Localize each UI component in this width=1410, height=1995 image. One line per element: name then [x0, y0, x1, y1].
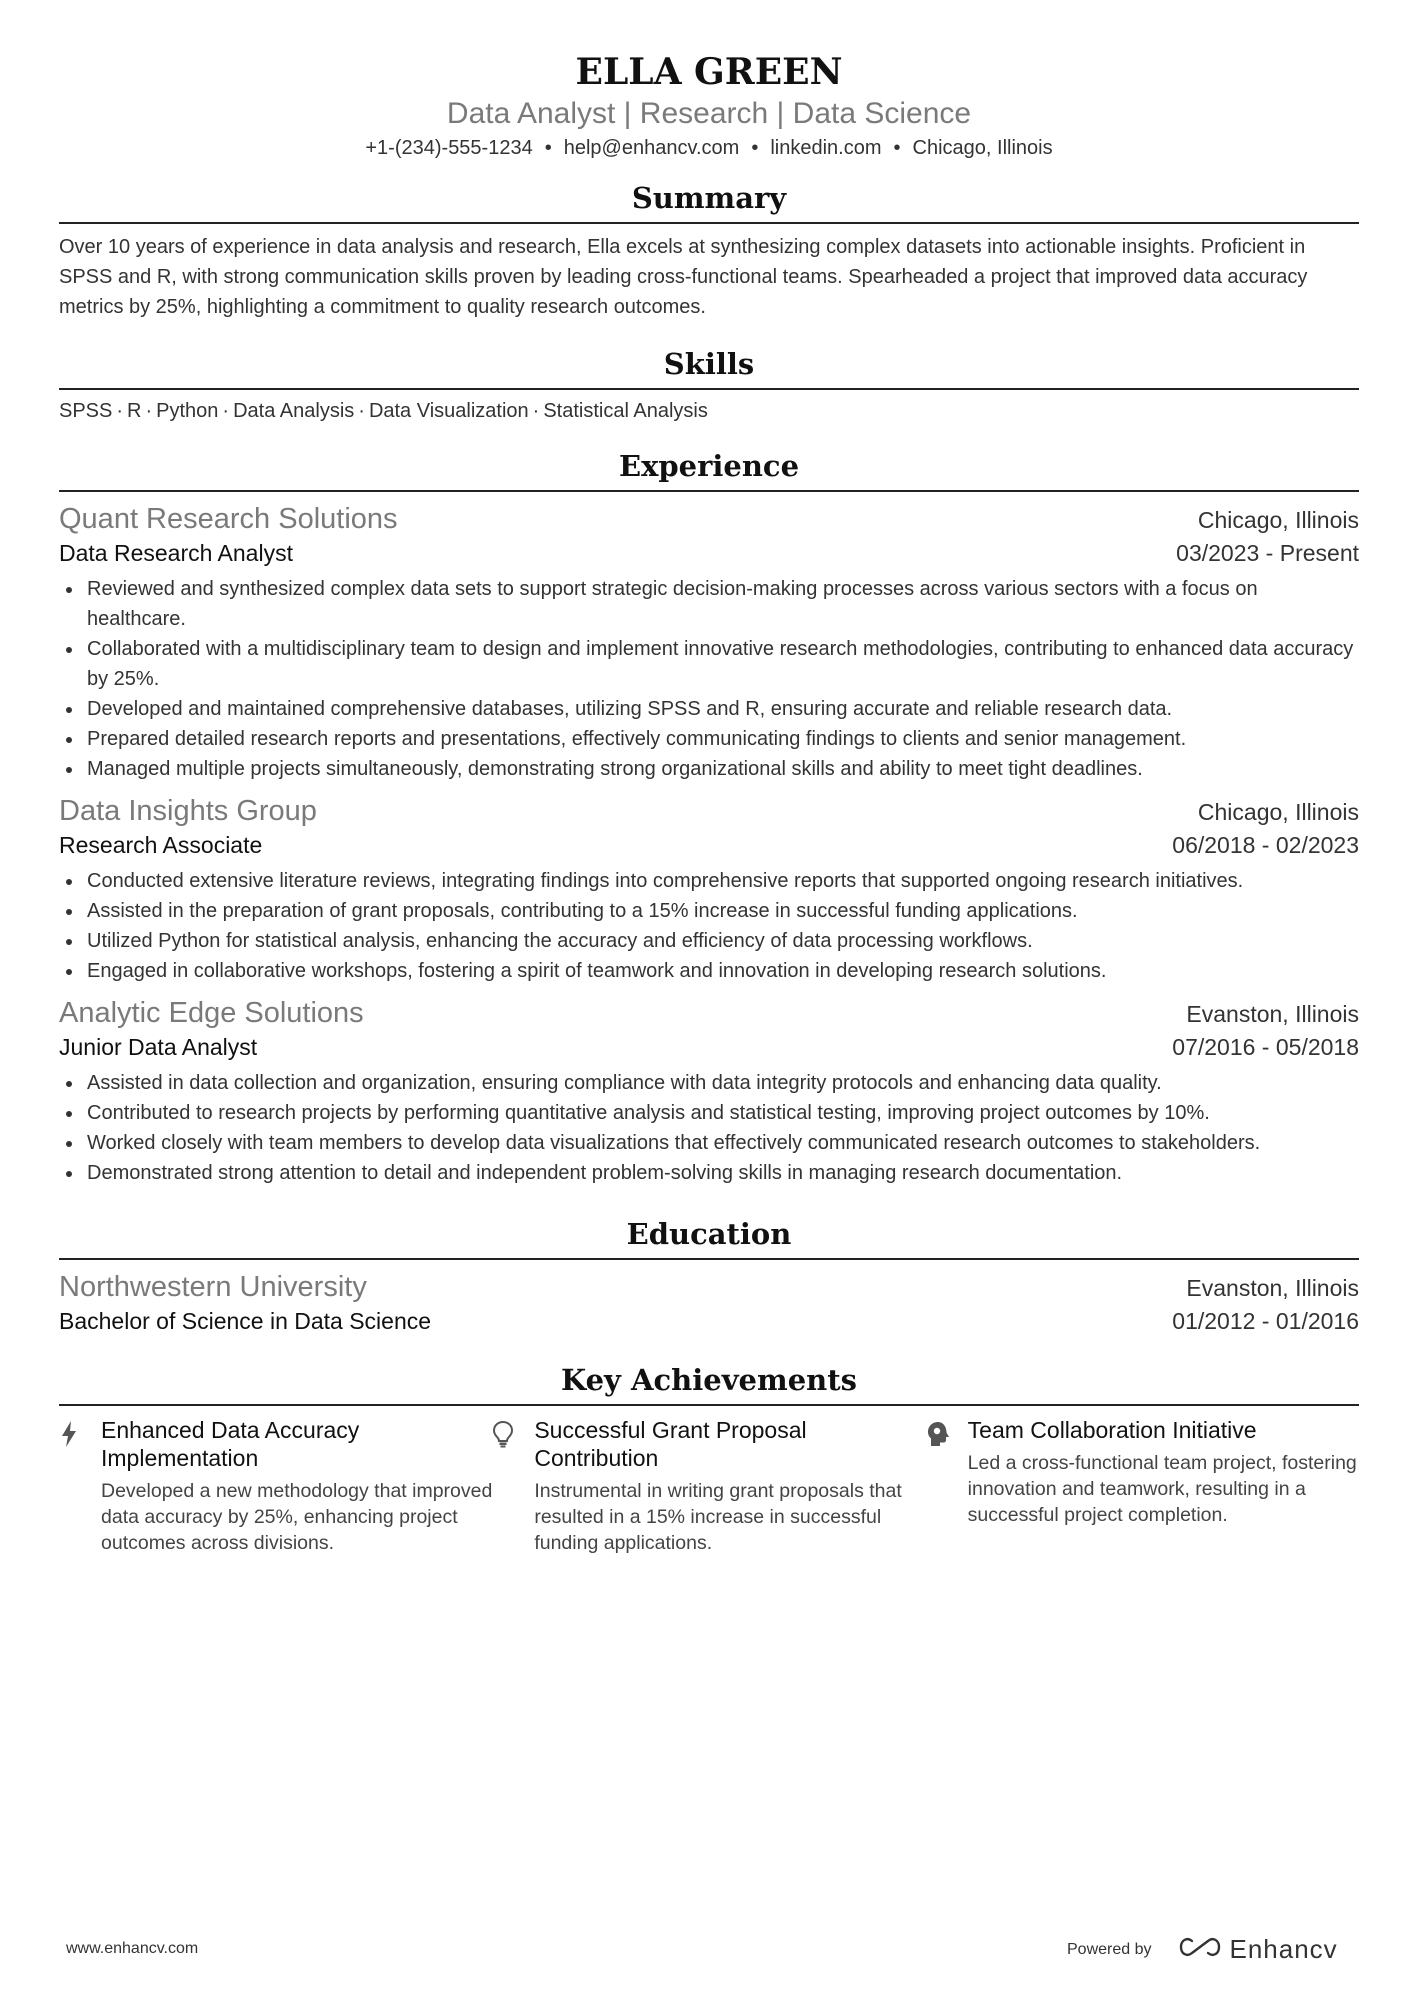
achievement-title: Team Collaboration Initiative	[967, 1417, 1257, 1443]
achievement-desc: Led a cross-functional team project, fostering innovation and teamwork, resulting in a successful project completion.	[967, 1452, 1357, 1526]
job-location: Evanston, Illinois	[1186, 1001, 1359, 1027]
head-icon	[926, 1416, 968, 1556]
job-location: Chicago, Illinois	[1197, 799, 1359, 825]
bullet-separator: •	[751, 137, 759, 159]
bullet-item: Assisted in the preparation of grant proposals, contributing to a 15% increase in successful funding applications.	[87, 896, 1359, 926]
education-school: Northwestern University	[59, 1271, 367, 1303]
contact-phone: +1-(234)-555-1234	[365, 137, 533, 159]
job-role: Junior Data Analyst	[59, 1034, 258, 1060]
experience-section	[59, 446, 1359, 1188]
job-bullets	[59, 866, 1359, 986]
job-company: Data Insights Group	[59, 795, 317, 827]
bullet-item: Prepared detailed research reports and presentations, effectively communicating findings to clients and senior management.	[87, 724, 1359, 754]
footer-branding	[1067, 1934, 1338, 1965]
achievement-title: Enhanced Data Accuracy Implementation	[101, 1417, 360, 1471]
lightbulb-icon	[492, 1416, 534, 1556]
contact-linkedin[interactable]: linkedin.com	[770, 137, 882, 159]
brand-name: Enhancv	[1229, 1934, 1338, 1964]
skill-item: R	[127, 400, 142, 422]
experience-heading: Experience	[59, 446, 1359, 492]
bullet-item: Managed multiple projects simultaneously, demonstrating strong organizational skills and ability to meet tight deadlines.	[87, 754, 1359, 784]
candidate-name: ELLA GREEN	[575, 51, 843, 93]
education-degree: Bachelor of Science in Data Science	[59, 1308, 432, 1334]
job-role: Research Associate	[59, 832, 263, 858]
bullet-item: Reviewed and synthesized complex data sets to support strategic decision-making processes across various sectors with a focus on healthcare.	[87, 574, 1359, 634]
job-dates: 07/2016 - 05/2018	[1172, 1034, 1359, 1060]
bullet-item: Worked closely with team members to develop data visualizations that effectively communicated research outcomes to stakeholders.	[87, 1128, 1359, 1158]
skill-item: Statistical Analysis	[543, 400, 708, 422]
education-entry	[59, 1268, 1359, 1336]
skill-item: Data Analysis	[233, 400, 355, 422]
achievements-section	[59, 1360, 1359, 1556]
achievements-heading: Key Achievements	[59, 1360, 1359, 1406]
skills-list: SPSS · R · Python · Data Analysis · Data Visualization · Statistical Analysis	[59, 400, 708, 422]
job-dates: 03/2023 - Present	[1176, 540, 1359, 566]
achievement-desc: Developed a new methodology that improved data accuracy by 25%, enhancing project outcomes across divisions.	[101, 1480, 493, 1554]
job-entry	[59, 792, 1359, 986]
education-section	[59, 1214, 1359, 1336]
skill-item: Python	[156, 400, 219, 422]
job-company: Analytic Edge Solutions	[59, 997, 364, 1029]
job-dates: 06/2018 - 02/2023	[1172, 832, 1359, 858]
resume-page	[59, 50, 1359, 1556]
achievement-title: Successful Grant Proposal Contribution	[534, 1417, 807, 1471]
job-location: Chicago, Illinois	[1197, 507, 1359, 533]
job-bullets	[59, 1068, 1359, 1188]
education-heading: Education	[59, 1214, 1359, 1260]
bullet-item: Engaged in collaborative workshops, fostering a spirit of teamwork and innovation in developing research solutions.	[87, 956, 1359, 986]
education-location: Evanston, Illinois	[1186, 1275, 1359, 1301]
achievement-card	[926, 1416, 1359, 1556]
bullet-item: Assisted in data collection and organization, ensuring compliance with data integrity protocols and enhancing data quality.	[87, 1068, 1359, 1098]
summary-heading: Summary	[59, 178, 1359, 224]
achievement-desc: Instrumental in writing grant proposals that resulted in a 15% increase in successful funding applications.	[534, 1480, 902, 1554]
summary-text: Over 10 years of experience in data analysis and research, Ella excels at synthesizing complex datasets into actionable insights. Proficient in SPSS and R, with strong communication skills proven by leading cross-functional teams. Spearheaded a project that improved data accuracy metrics by 25%, highlighting a commitment to quality research outcomes.	[59, 236, 1308, 318]
skill-item: Data Visualization	[368, 400, 529, 422]
achievement-card	[59, 1416, 492, 1556]
education-dates: 01/2012 - 01/2016	[1172, 1308, 1359, 1334]
summary-section	[59, 178, 1359, 322]
bullet-item: Utilized Python for statistical analysis, enhancing the accuracy and efficiency of data processing workflows.	[87, 926, 1359, 956]
enhancv-logo-icon	[1178, 1935, 1222, 1964]
job-entry	[59, 500, 1359, 784]
bullet-item: Collaborated with a multidisciplinary team to design and implement innovative research methodologies, contributing to enhanced data accuracy by 25%.	[87, 634, 1359, 694]
contact-email[interactable]: help@enhancv.com	[563, 137, 740, 159]
skills-heading: Skills	[59, 344, 1359, 390]
job-role: Data Research Analyst	[59, 540, 293, 566]
achievement-card	[492, 1416, 925, 1556]
achievements-grid	[59, 1416, 1359, 1556]
job-company: Quant Research Solutions	[59, 503, 398, 535]
skills-section	[59, 344, 1359, 426]
contact-line	[59, 134, 1359, 162]
bullet-item: Conducted extensive literature reviews, integrating findings into comprehensive reports that supported ongoing research initiatives.	[87, 866, 1359, 896]
candidate-title: Data Analyst | Research | Data Science	[446, 97, 972, 130]
lightning-icon	[59, 1416, 101, 1556]
powered-by-label: Powered by	[1067, 1940, 1152, 1958]
bullet-separator: •	[544, 137, 552, 159]
job-entry	[59, 994, 1359, 1188]
skill-item: SPSS	[59, 400, 113, 422]
bullet-item: Developed and maintained comprehensive databases, utilizing SPSS and R, ensuring accurate and reliable research data.	[87, 694, 1359, 724]
contact-location: Chicago, Illinois	[912, 137, 1053, 159]
footer-website[interactable]: www.enhancv.com	[66, 1940, 199, 1957]
bullet-separator: •	[893, 137, 901, 159]
job-bullets	[59, 574, 1359, 784]
bullet-item: Demonstrated strong attention to detail and independent problem-solving skills in managing research documentation.	[87, 1158, 1359, 1188]
bullet-item: Contributed to research projects by performing quantitative analysis and statistical testing, improving project outcomes by 10%.	[87, 1098, 1359, 1128]
